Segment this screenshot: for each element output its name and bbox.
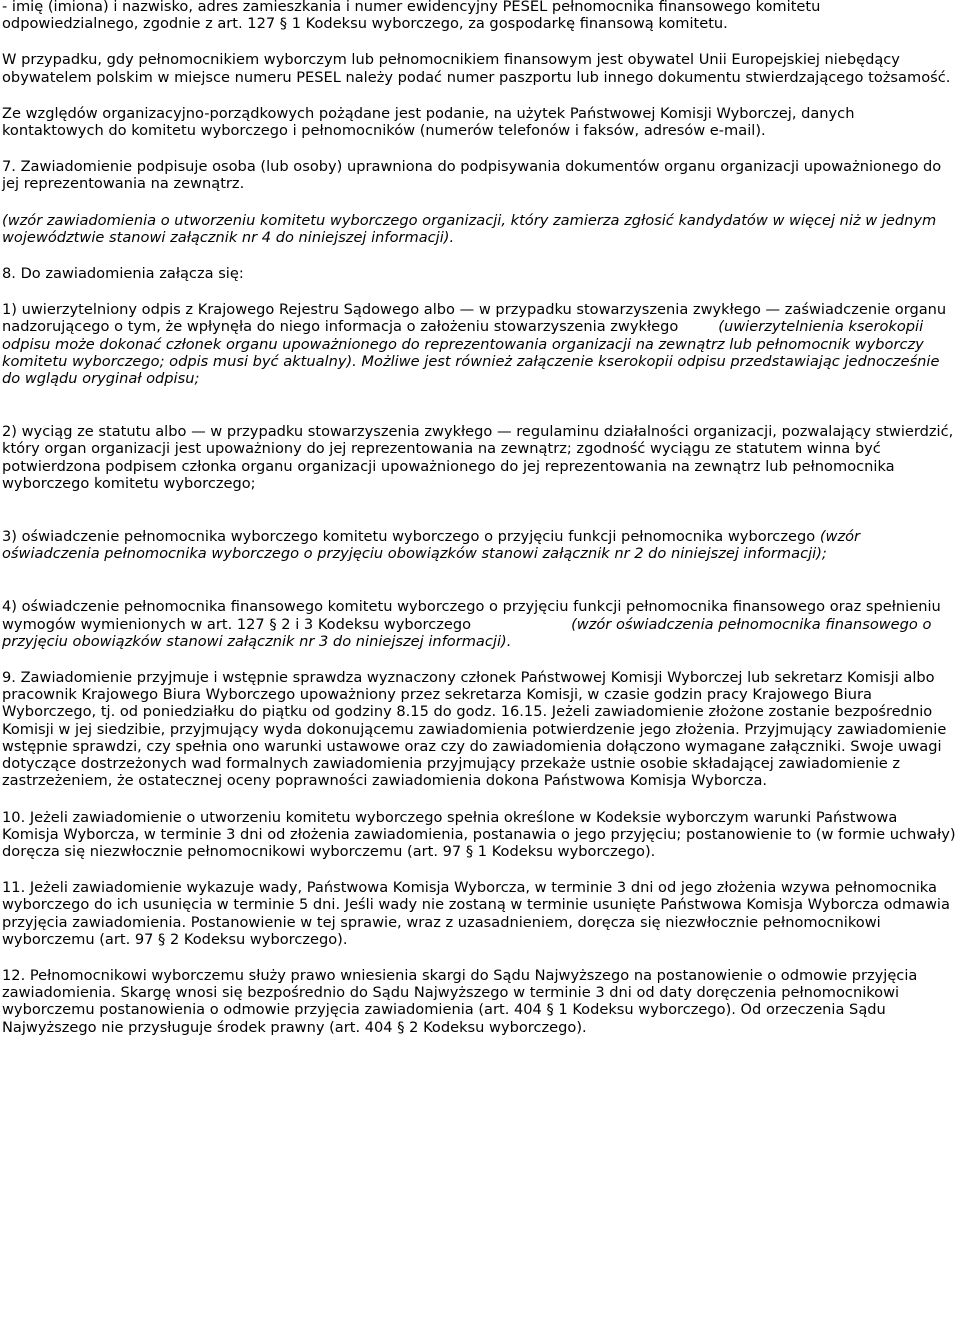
attachment-item-4-text: 4) oświadczenie pełnomocnika finansowego komitetu wyborczego o przyjęciu funkcji pełnomocnika finansowego oraz spełnieniu wymogów wymienionych w art. 127 § 2 i 3 Kodeksu wyborczego: [2, 598, 941, 633]
attachment-item-2: 2) wyciąg ze statutu albo — w przypadku stowarzyszenia zwykłego — regulaminu działalności organizacji, pozwalający stwierdzić, który organ organizacji jest upoważniony do jej reprezentowania na zewnątrz; zgodność wyciągu ze statutem winna być potwierdzona podpisem członka organu organizacji upoważnionego do jej reprezentowania na zewnątrz lub pełnomocnika wyborczego komitetu wyborczego;: [2, 423, 954, 492]
attachment-item-1-italic: (uwierzytelnienia kserokopii odpisu może dokonać członek organu upoważnionego do reprezentowania organizacji na zewnątrz lub pełnomocnik wyborczy komitetu wyborczego; odpis musi być aktualny). Możliwe jest również załączenie kserokopii odpisu przedstawiając jednocześnie do wglądu oryginał odpisu;: [2, 318, 940, 388]
intro-line-1: - imię (imiona) i nazwisko, adres zamieszkania i numer ewidencyjny PESEL pełnomocnika finansowego komitetu: [2, 0, 821, 15]
attachment-item-3-text: 3) oświadczenie pełnomocnika wyborczego komitetu wyborczego o przyjęciu funkcji pełnomocnika wyborczego: [2, 528, 816, 546]
point-7: 7. Zawiadomienie podpisuje osoba (lub osoby) uprawniona do podpisywania dokumentów organu organizacji upoważnionego do jej reprezentowania na zewnątrz.: [2, 158, 942, 193]
attachment-item-3-italic: (wzór oświadczenia pełnomocnika wyborczego o przyjęciu obowiązków stanowi załącznik nr 2 do niniejszej informacji);: [2, 528, 861, 563]
point-11: 11. Jeżeli zawiadomienie wykazuje wady, Państwowa Komisja Wyborcza, w terminie 3 dni od jego złożenia wzywa pełnomocnika wyborczego do ich usunięcia w terminie 5 dni. Jeśli wady nie zostaną w terminie usunięte Państwowa Komisja Wyborcza odmawia przyjęcia zawiadomienia. Postanowienie w tej sprawie, wraz z uzasadnieniem, doręcza się niezwłocznie pełnomocnikowi wyborczemu (art. 97 § 2 Kodeksu wyborczego).: [2, 879, 950, 948]
attachment-item-3: [2, 528, 958, 562]
contacts-note: Ze względów organizacyjno-porządkowych pożądane jest podanie, na użytek Państwowej Komisji Wyborczej, danych kontaktowych do komitetu wyborczego i pełnomocników (numerów telefonów i faksów, adresów e-mail).: [2, 104, 855, 140]
template-4-note: (wzór zawiadomienia o utworzeniu komitetu wyborczego organizacji, który zamierza zgłosić kandydatów w więcej niż w jednym województwie stanowi załącznik nr 4 do niniejszej informacji).: [2, 211, 937, 246]
attachment-item-1-text: 1) uwierzytelniony odpis z Krajowego Rejestru Sądowego albo — w przypadku stowarzyszenia zwykłego — zaświadczenie organu nadzorującego o tym, że wpłynęła do niego informacja o założeniu stowarzyszenia zwykłego: [2, 301, 947, 336]
point-8: 8. Do zawiadomienia załącza się:: [2, 265, 244, 283]
attachment-item-1: [2, 301, 958, 387]
point-10: 10. Jeżeli zawiadomienie o utworzeniu komitetu wyborczego spełnia określone w Kodeksie wyborczym warunki Państwowa Komisja Wyborcza, w terminie 3 dni od złożenia zawiadomienia, postanawia o jego przyjęciu; postanowienie to (w formie uchwały) doręcza się niezwłocznie pełnomocnikowi wyborczemu (art. 97 § 1 Kodeksu wyborczego).: [2, 808, 956, 860]
intro-line-2: odpowiedzialnego, zgodnie z art. 127 § 1 Kodeksu wyborczego, za gospodarkę finansową komitetu.: [2, 15, 728, 33]
document-page: [2, 0, 958, 1036]
attachment-item-4-italic: (wzór oświadczenia pełnomocnika finansowego o przyjęciu obowiązków stanowi załącznik nr 3 do niniejszej informacji).: [2, 615, 932, 650]
passport-note: W przypadku, gdy pełnomocnikiem wyborczym lub pełnomocnikiem finansowym jest obywatel Unii Europejskiej niebędący obywatelem polskim w miejsce numeru PESEL należy podać numer paszportu lub innego dokumentu stwierdzającego tożsamość.: [2, 51, 951, 86]
attachment-item-4: [2, 598, 958, 650]
intro-paragraph: [2, 0, 958, 32]
point-12: 12. Pełnomocnikowi wyborczemu służy prawo wniesienia skargi do Sądu Najwyższego na postanowienie o odmowie przyjęcia zawiadomienia. Skargę wnosi się bezpośrednio do Sądu Najwyższego w terminie 3 dni od daty doręczenia pełnomocnikowi wyborczemu postanowienia o odmowie przyjęcia zawiadomienia (art. 404 § 1 Kodeksu wyborczego). Od orzeczenia Sądu Najwyższego nie przysługuje środek prawny (art. 404 § 2 Kodeksu wyborczego).: [2, 966, 918, 1036]
point-9: 9. Zawiadomienie przyjmuje i wstępnie sprawdza wyznaczony członek Państwowej Komisji Wyborczej lub sekretarz Komisji albo pracownik Krajowego Biura Wyborczego upoważniony przez sekretarza Komisji, w czasie godzin pracy Krajowego Biura Wyborczego, tj. od poniedziałku do piątku od godziny 8.15 do godz. 16.15. Jeżeli zawiadomienie złożone zostanie bezpośrednio Komisji w jej siedzibie, przyjmujący wyda dokonującemu zawiadomienia potwierdzenie jego złożenia. Przyjmujący zawiadomienie wstępnie sprawdzi, czy spełnia ono warunki ustawowe oraz czy do zawiadomienia dołączono wymagane załączniki. Swoje uwagi dotyczące dostrzeżonych wad formalnych zawiadomienia przyjmujący przekaże ustnie osobie składającej zawiadomienie z zastrzeżeniem, że ostatecznej oceny poprawności zawiadomienia dokona Państwowa Komisja Wyborcza.: [2, 669, 947, 790]
